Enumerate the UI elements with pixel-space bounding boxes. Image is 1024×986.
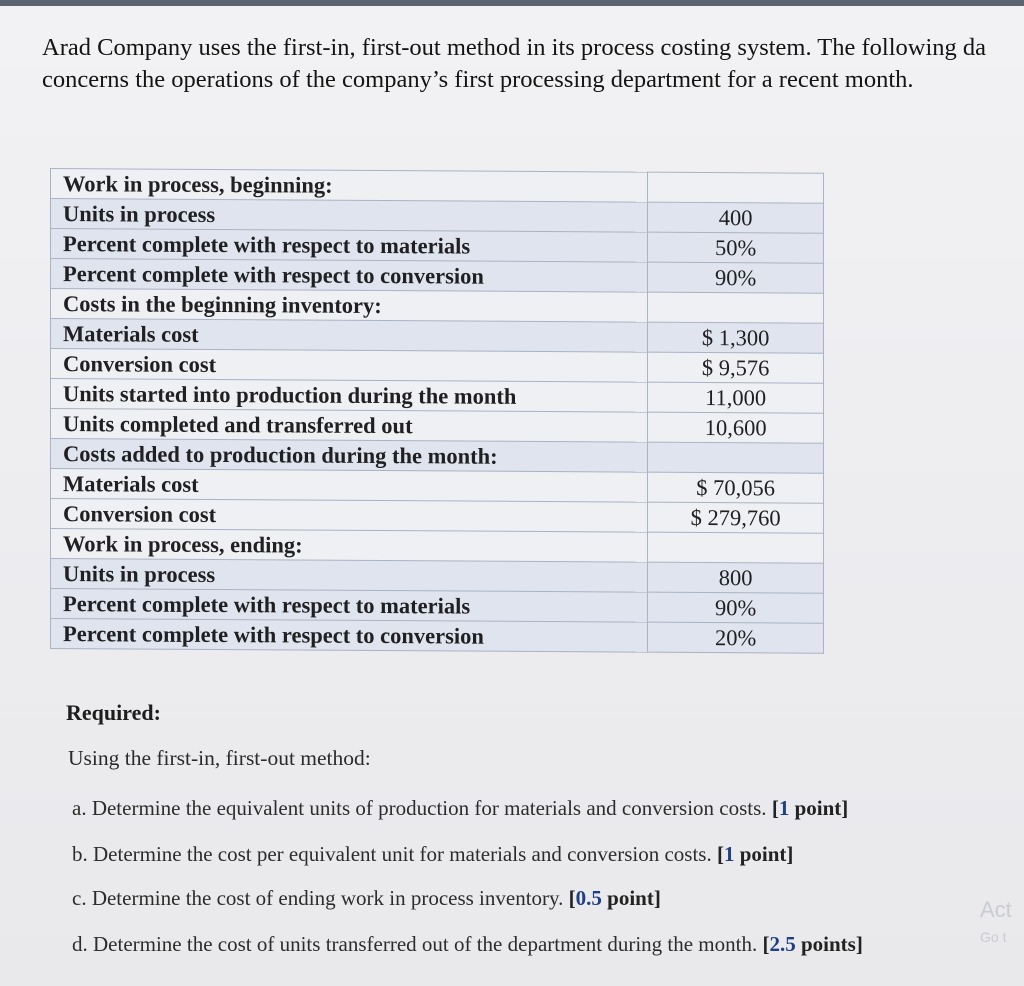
requirement-text: a. Determine the equivalent units of production for materials and conversion costs. [72, 796, 767, 820]
points-close: point] [734, 842, 794, 866]
watermark-line-2: Go t [980, 929, 1007, 945]
required-heading: Required: [66, 700, 161, 725]
requirement-d [72, 932, 863, 957]
table-row [51, 289, 824, 324]
points-badge [569, 886, 661, 910]
points-close: points] [795, 932, 863, 956]
row-value: $ 9,576 [648, 352, 824, 383]
row-value [648, 442, 824, 473]
requirement-text: c. Determine the cost of ending work in process inventory. [72, 886, 564, 910]
points-close: point] [789, 796, 849, 820]
table-row [51, 349, 824, 384]
row-value: 90% [648, 592, 824, 623]
method-subheading: Using the first-in, first-out method: [68, 746, 371, 770]
table-row [51, 529, 824, 564]
row-label: Units completed and transferred out [51, 409, 648, 443]
table-row [51, 199, 824, 234]
row-label: Percent complete with respect to conversion [51, 259, 648, 293]
windows-activation-watermark [980, 896, 1024, 950]
watermark-line-1: Act [980, 897, 1012, 922]
requirement-a [72, 796, 848, 821]
points-number: 0.5 [575, 886, 602, 910]
row-value: $ 1,300 [648, 322, 824, 353]
row-label: Percent complete with respect to materials [51, 229, 648, 263]
row-label: Materials cost [51, 469, 648, 503]
table-row [51, 319, 824, 354]
table-row [51, 469, 824, 504]
intro-line-2: concerns the operations of the company’s first processing department for a recent month. [42, 66, 914, 93]
row-value [648, 292, 824, 323]
intro-line-1: Arad Company uses the first-in, first-out method in its process costing system. The following da [42, 34, 987, 61]
table-row [51, 259, 824, 294]
row-value: $ 70,056 [648, 472, 824, 503]
points-close: point] [601, 886, 661, 910]
requirement-text: d. Determine the cost of units transferred out of the department during the month. [72, 932, 758, 956]
row-value: 20% [648, 622, 824, 653]
problem-intro [42, 32, 1024, 96]
row-label: Units in process [51, 559, 648, 593]
table-row [51, 229, 824, 264]
table-row [51, 169, 824, 204]
row-value: 50% [648, 232, 824, 263]
row-label: Percent complete with respect to materials [51, 589, 648, 623]
points-badge [772, 796, 848, 820]
row-value: 11,000 [648, 382, 824, 413]
table-row [51, 379, 824, 414]
row-label: Costs in the beginning inventory: [51, 289, 648, 323]
row-value: 400 [648, 202, 824, 233]
table-row [51, 409, 824, 444]
table-row [51, 589, 824, 624]
points-open: [ [762, 932, 770, 956]
requirement-c [72, 886, 661, 911]
process-data-table [50, 168, 824, 654]
row-value [648, 172, 824, 203]
requirement-text: b. Determine the cost per equivalent unit for materials and conversion costs. [72, 842, 712, 866]
points-open: [ [771, 796, 779, 820]
row-label: Units in process [51, 199, 648, 233]
row-label: Conversion cost [51, 499, 648, 533]
points-open: [ [716, 842, 724, 866]
table-row [51, 559, 824, 594]
table-row [51, 619, 824, 654]
table-row [51, 499, 824, 534]
row-label: Work in process, ending: [51, 529, 648, 563]
row-value: 800 [648, 562, 824, 593]
points-open: [ [568, 886, 576, 910]
row-value: 10,600 [648, 412, 824, 443]
row-label: Materials cost [51, 319, 648, 353]
row-label: Costs added to production during the month: [51, 439, 648, 473]
row-value: 90% [648, 262, 824, 293]
points-badge [762, 932, 862, 956]
row-label: Percent complete with respect to conversion [51, 619, 648, 653]
row-label: Units started into production during the month [51, 379, 648, 413]
row-value [648, 532, 824, 563]
points-number: 1 [778, 796, 790, 820]
requirement-b [72, 842, 793, 867]
row-value: $ 279,760 [648, 502, 824, 533]
row-label: Work in process, beginning: [51, 169, 648, 203]
top-border [0, 0, 1024, 6]
points-number: 1 [723, 842, 735, 866]
points-badge [717, 842, 793, 866]
row-label: Conversion cost [51, 349, 648, 383]
table-row [51, 439, 824, 474]
points-number: 2.5 [769, 932, 796, 956]
